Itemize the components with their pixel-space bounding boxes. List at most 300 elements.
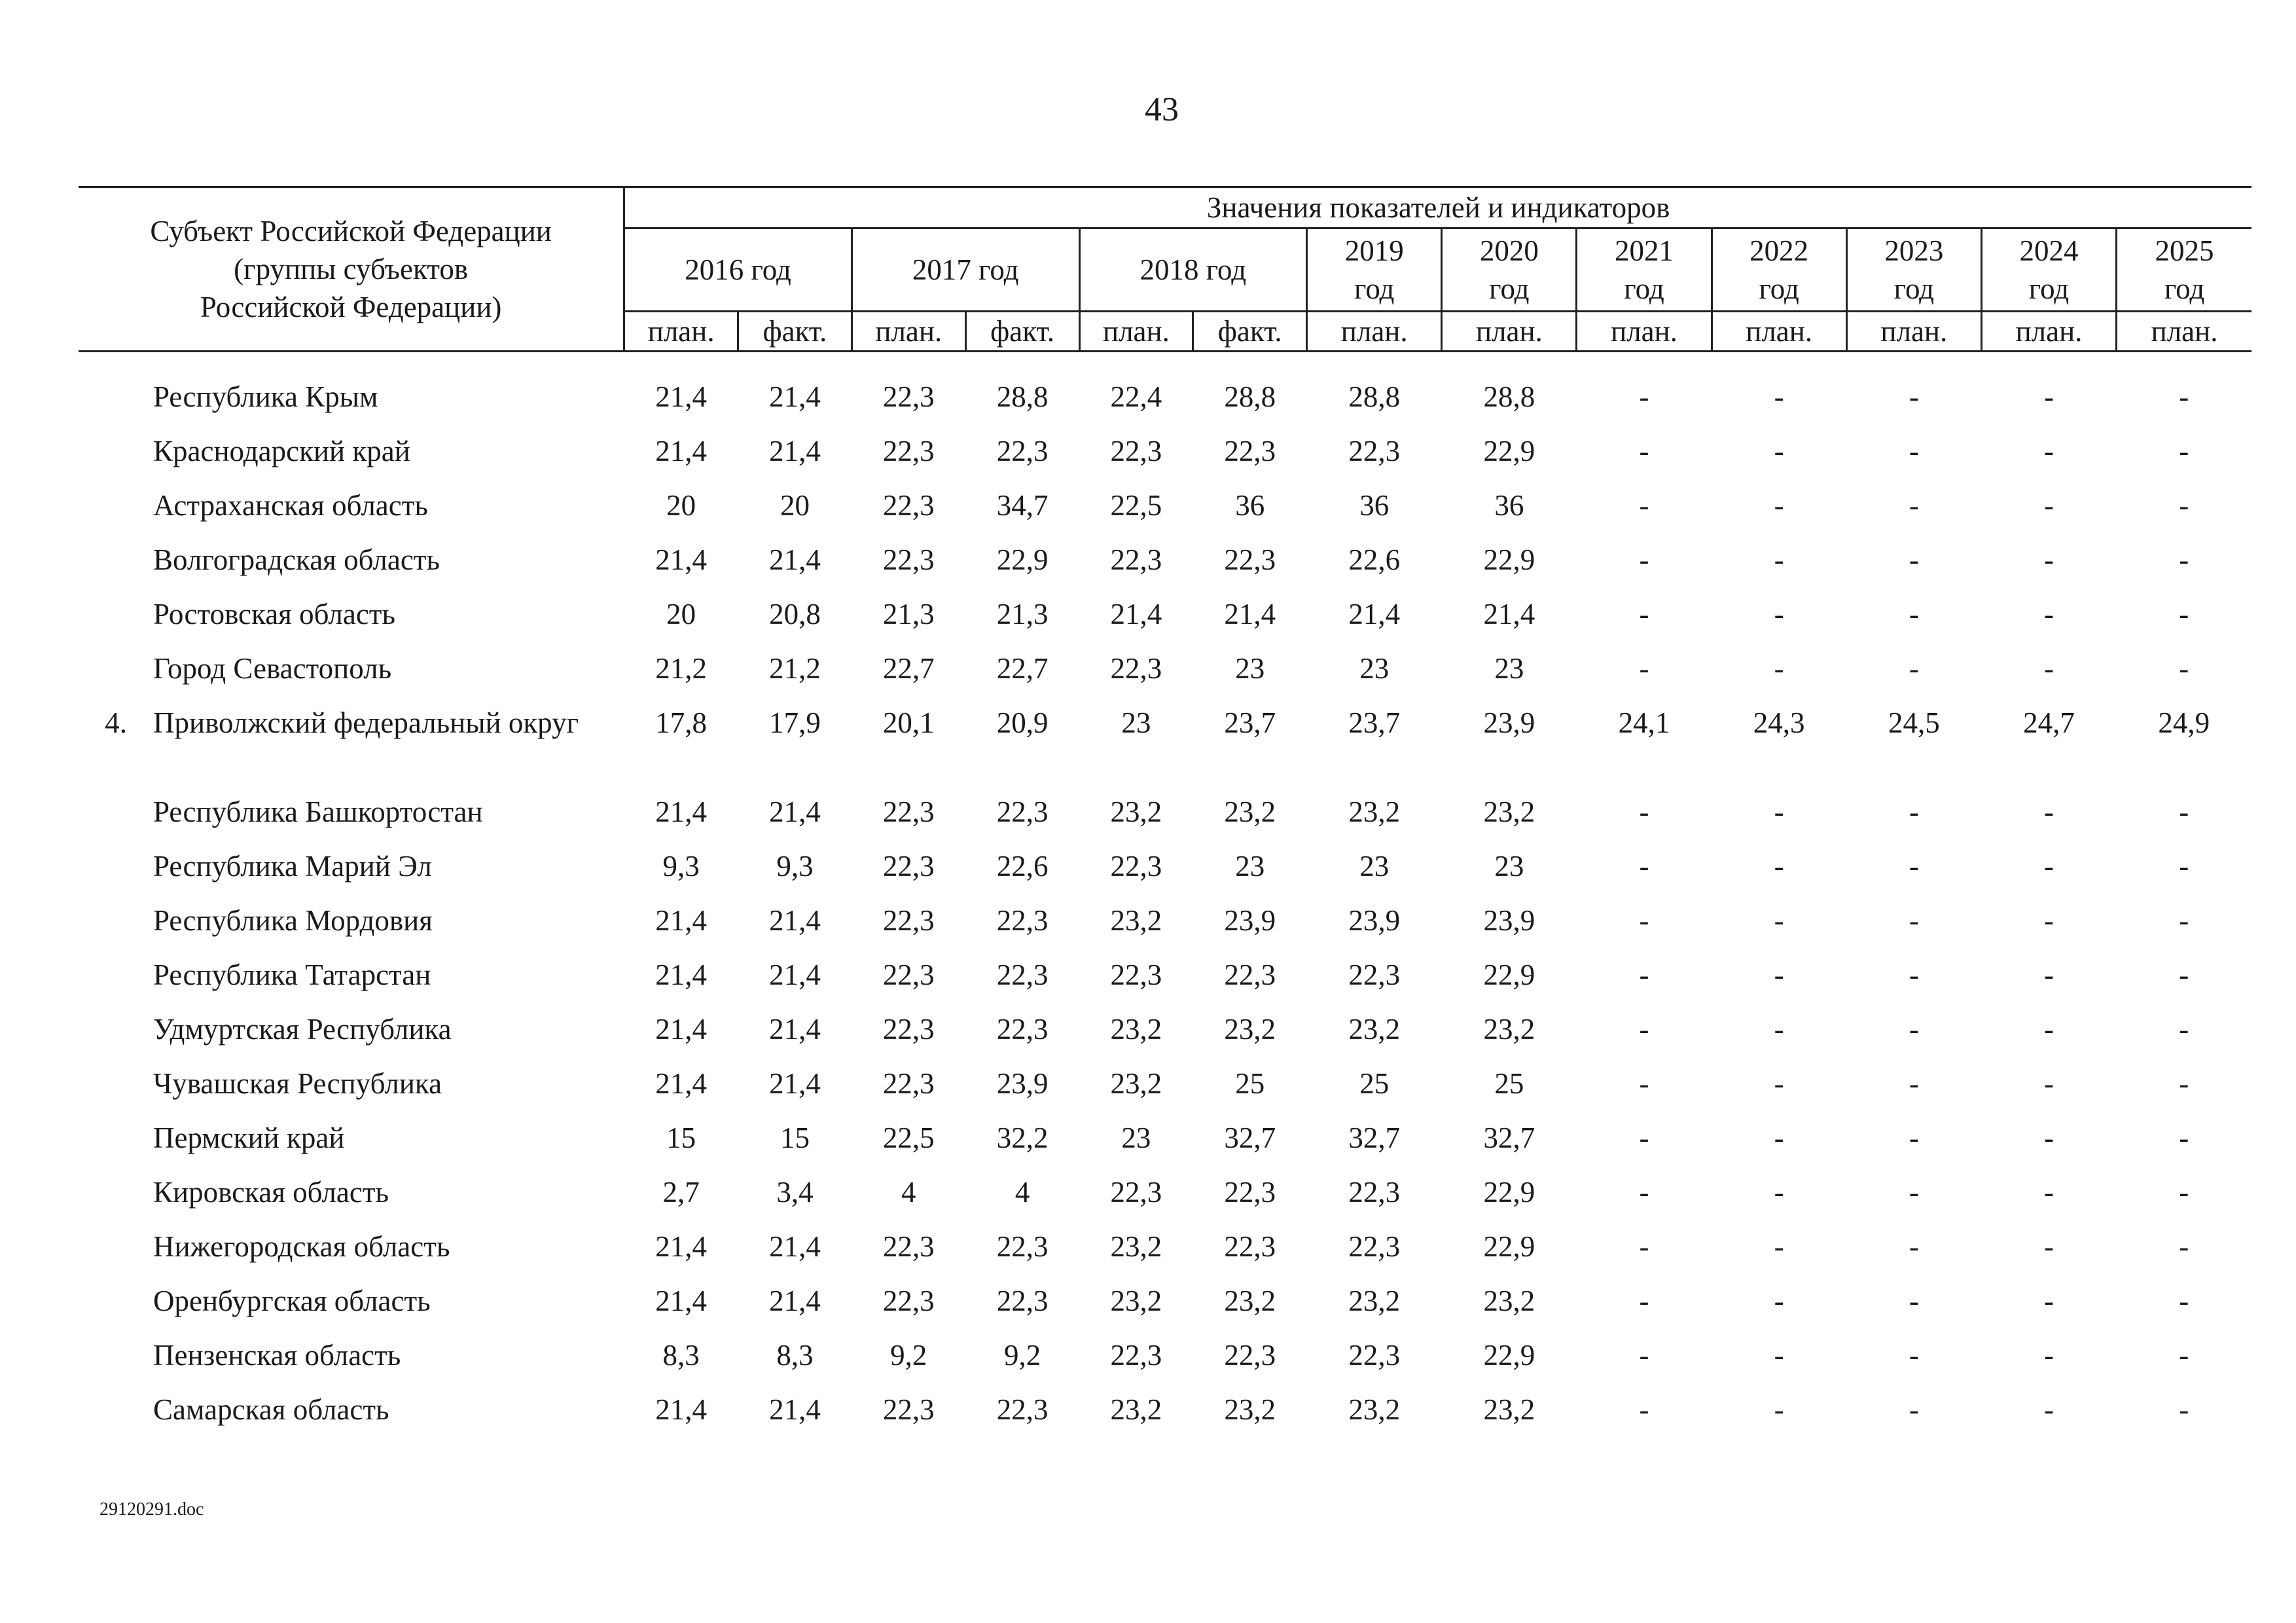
indicator-value-cell: [1577, 1003, 1712, 1057]
row-number: [79, 1057, 141, 1112]
indicator-value: -: [1909, 1230, 1919, 1263]
indicator-value-cell: [1981, 697, 2116, 786]
subject-name-text: Ростовская область: [153, 598, 395, 630]
year-number: 2020: [1479, 234, 1539, 267]
indicator-value: -: [2043, 1285, 2054, 1317]
row-number: [79, 697, 141, 786]
indicator-value: 23: [1235, 652, 1265, 685]
indicator-value-cell: [1442, 840, 1577, 894]
indicator-value: 22,9: [1483, 958, 1535, 991]
indicator-value: -: [2179, 904, 2189, 937]
indicator-value-cell: [1193, 1329, 1307, 1383]
indicator-value-cell: [852, 1220, 965, 1275]
year-header: [1712, 228, 1846, 312]
indicator-value-cell: [1193, 479, 1307, 534]
year-header: [1846, 228, 1981, 312]
indicator-value: 20,9: [996, 706, 1049, 739]
indicator-value: 21,4: [769, 795, 821, 828]
row-number-text: [79, 786, 127, 793]
indicator-value: -: [1774, 1393, 1784, 1426]
indicator-value: 21,3: [996, 598, 1049, 630]
indicator-value: -: [1774, 795, 1784, 828]
indicator-value-cell: [1846, 425, 1981, 479]
indicator-value: 23,2: [1224, 795, 1276, 828]
indicator-value-cell: [738, 425, 852, 479]
indicator-value-cell: [1712, 1275, 1846, 1329]
indicator-value-cell: [1079, 1003, 1193, 1057]
indicator-value: -: [1639, 1013, 1649, 1046]
indicator-value-cell: [1079, 1220, 1193, 1275]
indicator-value: 22,3: [1348, 1230, 1401, 1263]
indicator-value: 22,5: [1110, 489, 1162, 522]
indicator-value: 21,2: [769, 652, 821, 685]
indicator-value: -: [1639, 380, 1649, 413]
indicator-value-cell: [1193, 1112, 1307, 1166]
indicator-value-cell: [738, 1220, 852, 1275]
table-row: [79, 1112, 2251, 1166]
indicator-value-cell: [852, 949, 965, 1003]
indicator-value: 22,3: [1110, 958, 1162, 991]
indicator-value: 21,4: [769, 1013, 821, 1046]
indicator-value: 24,3: [1753, 706, 1805, 739]
indicator-value: 23,2: [1483, 1285, 1535, 1317]
indicator-value: -: [2179, 1285, 2189, 1317]
indicator-value-cell: [1442, 1003, 1577, 1057]
indicator-value: 2,7: [662, 1176, 700, 1209]
indicator-value: 21,4: [1483, 598, 1535, 630]
indicator-value: 8,3: [776, 1339, 814, 1372]
indicator-value: 22,3: [1224, 543, 1276, 576]
indicator-value-cell: [1577, 479, 1712, 534]
indicator-value-cell: [1577, 1057, 1712, 1112]
indicator-value-cell: [738, 1003, 852, 1057]
indicator-value-cell: [1079, 1329, 1193, 1383]
subject-name: [141, 1166, 624, 1220]
indicator-value: -: [2179, 795, 2189, 828]
indicator-value: -: [1639, 543, 1649, 576]
indicator-value-cell: [965, 786, 1079, 840]
page-number: 43: [1145, 91, 1179, 128]
row-number: [79, 642, 141, 697]
subject-name: [141, 642, 624, 697]
year-number: 2025: [2155, 234, 2214, 267]
table-row: [79, 840, 2251, 894]
subject-name-text: Республика Марий Эл: [153, 850, 432, 883]
row-number-text: [79, 1329, 127, 1337]
fact-header: факт.: [1193, 312, 1307, 352]
indicator-value-cell: [852, 588, 965, 642]
indicator-value: 23,2: [1348, 1285, 1401, 1317]
indicator-value: 22,3: [882, 795, 935, 828]
subject-name: [141, 1220, 624, 1275]
indicator-value: 23,9: [1483, 706, 1535, 739]
row-number-text: [79, 534, 127, 541]
subject-name: [141, 1275, 624, 1329]
indicator-value-cell: [1442, 534, 1577, 588]
indicator-value: 23,9: [996, 1067, 1049, 1100]
indicator-value-cell: [1307, 425, 1442, 479]
indicator-value: -: [2179, 1230, 2189, 1263]
indicator-value-cell: [1079, 840, 1193, 894]
indicator-value-cell: [965, 1275, 1079, 1329]
indicator-value-cell: [1442, 786, 1577, 840]
indicator-value-cell: [1981, 588, 2116, 642]
indicator-value: 36: [1359, 489, 1390, 522]
subject-name-text: Пензенская область: [153, 1339, 401, 1372]
indicator-value-cell: [1193, 697, 1307, 786]
indicator-value-cell: [1193, 534, 1307, 588]
row-number-text: [79, 1112, 127, 1120]
indicator-value-cell: [852, 786, 965, 840]
subject-name: [141, 1112, 624, 1166]
indicator-value: 23,2: [1110, 904, 1162, 937]
indicator-value: -: [2043, 904, 2054, 937]
indicator-value-cell: [624, 697, 738, 786]
indicator-value: 23: [1121, 1122, 1151, 1154]
indicator-value: 22,3: [1110, 435, 1162, 467]
indicator-value: 23,2: [1110, 1285, 1162, 1317]
indicator-value-cell: [1712, 534, 1846, 588]
indicator-value: 23: [1121, 706, 1151, 739]
indicator-value-cell: [1079, 1057, 1193, 1112]
indicator-value-cell: [624, 479, 738, 534]
row-number: [79, 1112, 141, 1166]
indicator-value-cell: [1846, 840, 1981, 894]
indicator-value: 21,4: [655, 1067, 708, 1100]
indicator-value: -: [1774, 850, 1784, 883]
indicator-value-cell: [1442, 588, 1577, 642]
indicator-value: -: [2043, 489, 2054, 522]
indicator-value: 21,4: [1110, 598, 1162, 630]
indicator-value: 36: [1235, 489, 1265, 522]
indicator-value-cell: [1442, 642, 1577, 697]
subject-name-text: Нижегородская область: [153, 1230, 450, 1263]
plan-header: план.: [2117, 312, 2251, 352]
indicator-value: 22,3: [882, 1285, 935, 1317]
indicator-value: -: [2043, 958, 2054, 991]
plan-header: план.: [852, 312, 965, 352]
indicator-value: 22,6: [996, 850, 1049, 883]
table-row: [79, 1003, 2251, 1057]
indicator-value: -: [2179, 1339, 2189, 1372]
indicator-value-cell: [1712, 1112, 1846, 1166]
indicator-value-cell: [1079, 479, 1193, 534]
indicator-value-cell: [1193, 425, 1307, 479]
indicator-value-cell: [1577, 840, 1712, 894]
indicator-value-cell: [738, 697, 852, 786]
subject-name-text: Республика Крым: [153, 380, 378, 413]
indicator-value-cell: [1712, 894, 1846, 949]
indicator-value-cell: [1846, 949, 1981, 1003]
indicator-value-cell: [852, 371, 965, 425]
subject-name: [141, 588, 624, 642]
indicator-value: 23,2: [1224, 1285, 1276, 1317]
indicator-value: 17,9: [769, 706, 821, 739]
indicator-value-cell: [1577, 697, 1712, 786]
indicator-value-cell: [1846, 1329, 1981, 1383]
indicator-value: 24,9: [2158, 706, 2210, 739]
subject-name-text: Приволжский федеральный округ: [153, 706, 579, 739]
indicator-value: 21,4: [655, 435, 708, 467]
row-number-text: [79, 840, 127, 848]
plan-header: план.: [1442, 312, 1577, 352]
indicator-value: -: [1774, 1067, 1784, 1100]
indicator-value: 22,3: [882, 380, 935, 413]
indicator-value-cell: [965, 534, 1079, 588]
indicator-value: 22,3: [882, 958, 935, 991]
indicator-value-cell: [1577, 534, 1712, 588]
subject-name-text: Волгоградская область: [153, 543, 440, 576]
indicator-value-cell: [1981, 1057, 2116, 1112]
indicator-value-cell: [738, 840, 852, 894]
subject-name: [141, 786, 624, 840]
indicator-value-cell: [1307, 1329, 1442, 1383]
table-row: [79, 1220, 2251, 1275]
year-header: 2016 год: [624, 228, 852, 312]
indicator-value: -: [2043, 1393, 2054, 1426]
table-row: [79, 786, 2251, 840]
subject-header-line: Российской Федерации): [200, 291, 502, 323]
indicator-value-cell: [2117, 534, 2251, 588]
indicator-value-cell: [1846, 1383, 1981, 1438]
indicator-value-cell: [1712, 371, 1846, 425]
indicator-value: -: [1909, 958, 1919, 991]
indicator-value-cell: [1442, 1329, 1577, 1383]
indicator-value: 9,3: [662, 850, 700, 883]
year-unit: год: [1893, 272, 1935, 305]
indicator-value: 22,7: [882, 652, 935, 685]
indicator-value: 21,4: [769, 1285, 821, 1317]
indicator-value-cell: [1193, 894, 1307, 949]
indicator-value: 22,9: [1483, 1176, 1535, 1209]
indicator-value-cell: [1193, 1003, 1307, 1057]
indicator-value: 22,3: [1224, 435, 1276, 467]
indicator-value-cell: [852, 1275, 965, 1329]
indicator-value: -: [2179, 489, 2189, 522]
indicator-value-cell: [1712, 479, 1846, 534]
indicator-value-cell: [852, 894, 965, 949]
indicator-value-cell: [1442, 479, 1577, 534]
indicator-value-cell: [2117, 1003, 2251, 1057]
indicator-value-cell: [738, 642, 852, 697]
indicator-value: 4: [1014, 1176, 1030, 1209]
indicator-value: -: [1909, 1067, 1919, 1100]
subject-name-text: Республика Башкортостан: [153, 795, 483, 828]
indicator-value-cell: [1577, 642, 1712, 697]
indicator-value-cell: [1577, 894, 1712, 949]
indicator-value: 32,2: [996, 1122, 1049, 1154]
indicator-value: 20: [666, 598, 696, 630]
year-header: [1442, 228, 1577, 312]
indicator-value: 23,2: [1348, 1013, 1401, 1046]
indicator-value-cell: [1577, 1220, 1712, 1275]
indicator-value: 34,7: [996, 489, 1049, 522]
row-number: [79, 1003, 141, 1057]
row-number: [79, 1383, 141, 1438]
indicator-value-cell: [965, 1220, 1079, 1275]
indicator-value: 22,3: [882, 904, 935, 937]
subject-name: [141, 534, 624, 588]
indicator-value-cell: [1307, 1057, 1442, 1112]
indicator-value: -: [1639, 1122, 1649, 1154]
indicator-value: -: [1909, 598, 1919, 630]
indicator-value: -: [2179, 652, 2189, 685]
indicator-value: 23,2: [1224, 1393, 1276, 1426]
indicator-value-cell: [2117, 1112, 2251, 1166]
indicator-value-cell: [852, 479, 965, 534]
indicator-value: 21,4: [769, 543, 821, 576]
indicator-value-cell: [1712, 642, 1846, 697]
indicator-value-cell: [852, 1166, 965, 1220]
indicator-value: 22,3: [1110, 652, 1162, 685]
indicator-value: 22,4: [1110, 380, 1162, 413]
year-unit: год: [2028, 272, 2070, 305]
indicator-value: 3,4: [776, 1176, 814, 1209]
indicator-value-cell: [1981, 1166, 2116, 1220]
indicator-value-cell: [624, 642, 738, 697]
indicator-value: -: [2043, 652, 2054, 685]
indicator-value: 22,3: [996, 435, 1049, 467]
indicator-value-cell: [1442, 1275, 1577, 1329]
indicator-value-cell: [1846, 371, 1981, 425]
subject-name-text: Оренбургская область: [153, 1285, 431, 1317]
indicator-value-cell: [1442, 1166, 1577, 1220]
indicator-value-cell: [965, 1003, 1079, 1057]
indicator-value: -: [2179, 598, 2189, 630]
indicator-value-cell: [2117, 425, 2251, 479]
indicator-value-cell: [1712, 697, 1846, 786]
indicator-value: 21,4: [655, 543, 708, 576]
indicator-value: -: [1639, 795, 1649, 828]
table-row: [79, 642, 2251, 697]
indicator-value-cell: [1079, 1112, 1193, 1166]
indicator-value-cell: [1846, 1220, 1981, 1275]
plan-header: план.: [1712, 312, 1846, 352]
indicator-value: -: [1774, 904, 1784, 937]
indicator-value-cell: [1079, 588, 1193, 642]
indicator-value-cell: [1712, 425, 1846, 479]
indicator-value: 22,3: [996, 1393, 1049, 1426]
indicator-value-cell: [1079, 949, 1193, 1003]
indicator-value-cell: [1307, 534, 1442, 588]
indicator-value: -: [2179, 1176, 2189, 1209]
indicator-value: 22,3: [882, 435, 935, 467]
table-row: [79, 697, 2251, 786]
indicator-value: 23: [1359, 652, 1390, 685]
indicator-value-cell: [852, 1112, 965, 1166]
indicator-value-cell: [624, 1329, 738, 1383]
indicator-value-cell: [1307, 1275, 1442, 1329]
indicator-value: -: [2043, 543, 2054, 576]
indicator-value-cell: [1981, 894, 2116, 949]
year-header: 2017 год: [852, 228, 1079, 312]
indicator-value: -: [1774, 1013, 1784, 1046]
indicator-value-cell: [2117, 1166, 2251, 1220]
indicator-value-cell: [624, 1003, 738, 1057]
indicator-value: 21,4: [769, 958, 821, 991]
indicator-value: 22,3: [1110, 543, 1162, 576]
indicator-value-cell: [1193, 1220, 1307, 1275]
indicator-value-cell: [624, 1275, 738, 1329]
indicator-value: -: [2179, 958, 2189, 991]
row-number-text: [79, 894, 127, 902]
indicator-value: 22,3: [996, 1230, 1049, 1263]
indicator-value: -: [1909, 1285, 1919, 1317]
indicator-value: 21,4: [655, 1013, 708, 1046]
year-number: 2021: [1615, 234, 1674, 267]
year-header: [1307, 228, 1442, 312]
indicator-value: -: [1774, 1230, 1784, 1263]
indicator-value-cell: [1712, 1057, 1846, 1112]
indicator-value: 22,9: [1483, 435, 1535, 467]
year-header: [1577, 228, 1712, 312]
year-number: 2023: [1884, 234, 1944, 267]
plan-header: план.: [1846, 312, 1981, 352]
indicator-value: 23,7: [1224, 706, 1276, 739]
indicator-value-cell: [1846, 1057, 1981, 1112]
indicator-value: -: [2179, 850, 2189, 883]
indicator-value-cell: [965, 588, 1079, 642]
row-number-text: [79, 1383, 127, 1391]
year-unit: год: [1759, 272, 1799, 305]
indicator-value: 22,3: [882, 1230, 935, 1263]
indicator-value: 22,3: [882, 1393, 935, 1426]
indicator-value: -: [1909, 435, 1919, 467]
indicator-value: 23,2: [1110, 795, 1162, 828]
indicator-value-cell: [965, 1112, 1079, 1166]
indicator-value: 23,2: [1483, 1013, 1535, 1046]
indicator-value-cell: [965, 840, 1079, 894]
indicator-value: 22,3: [1224, 1230, 1276, 1263]
indicator-value-cell: [624, 1112, 738, 1166]
indicator-value: 15: [780, 1122, 810, 1154]
indicator-value: 22,3: [1224, 1176, 1276, 1209]
indicator-value-cell: [1577, 1166, 1712, 1220]
row-number-text: [79, 479, 127, 487]
table-row: [79, 1329, 2251, 1383]
indicator-value-cell: [2117, 949, 2251, 1003]
indicator-value: 23,2: [1348, 1393, 1401, 1426]
indicator-value: 32,7: [1483, 1122, 1535, 1154]
indicator-value-cell: [965, 479, 1079, 534]
indicator-value-cell: [1981, 425, 2116, 479]
indicator-value-cell: [1193, 1166, 1307, 1220]
indicator-value: -: [1909, 1339, 1919, 1372]
indicator-value: 22,3: [1224, 958, 1276, 991]
indicator-value-cell: [738, 786, 852, 840]
indicator-value-cell: [1442, 425, 1577, 479]
indicator-value: 23: [1235, 850, 1265, 883]
indicator-value: 22,3: [996, 795, 1049, 828]
indicator-value: -: [2043, 380, 2054, 413]
row-number: [79, 371, 141, 425]
indicator-value: 28,8: [1348, 380, 1401, 413]
indicator-value-cell: [1079, 697, 1193, 786]
indicator-value-cell: [852, 642, 965, 697]
indicator-value-cell: [624, 371, 738, 425]
table-row: [79, 1275, 2251, 1329]
indicator-value: 25: [1494, 1067, 1524, 1100]
table-header: [79, 187, 2251, 352]
subject-name-text: Кировская область: [153, 1176, 389, 1209]
indicator-value: -: [2043, 1339, 2054, 1372]
indicator-value-cell: [1981, 1220, 2116, 1275]
subject-name: [141, 697, 624, 786]
indicator-value-cell: [738, 1329, 852, 1383]
indicator-value: 32,7: [1224, 1122, 1276, 1154]
row-number-text: 4.: [105, 706, 127, 739]
indicator-value: 20: [780, 489, 810, 522]
